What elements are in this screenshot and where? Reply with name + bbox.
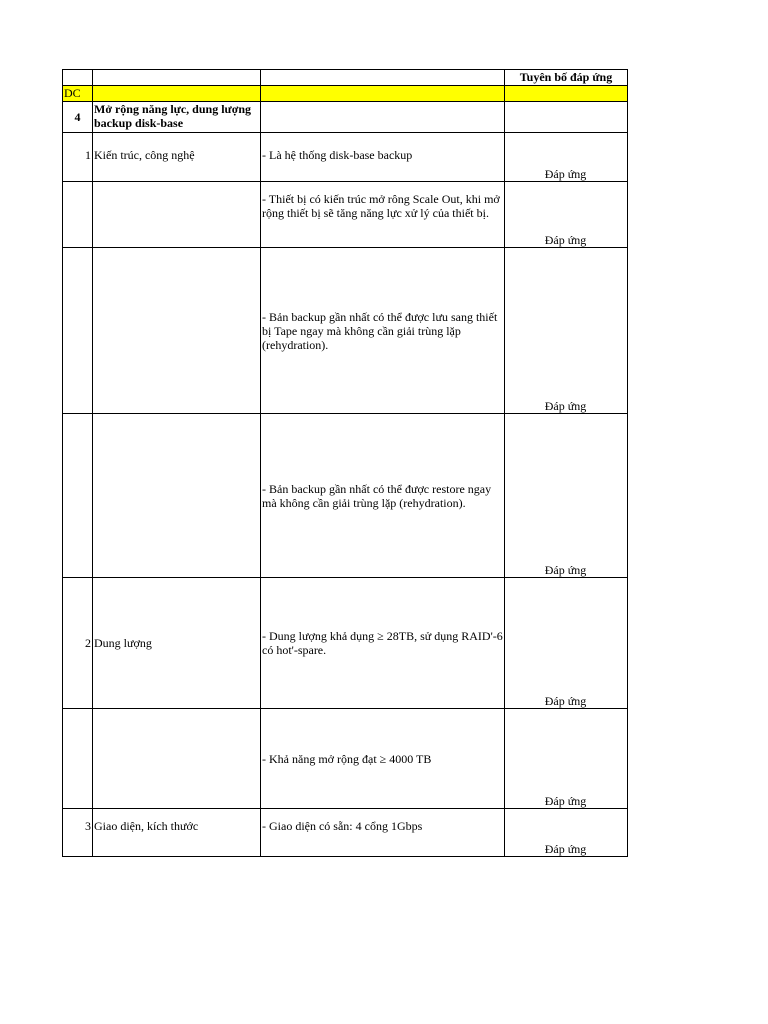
table-row — [63, 414, 628, 578]
row-category: Giao diện, kích thước — [93, 809, 261, 857]
row-number: 3 — [63, 809, 93, 857]
row-category — [93, 182, 261, 248]
row-status: Đáp ứng — [505, 414, 628, 578]
row-status: Đáp ứng — [505, 578, 628, 709]
group-number: 4 — [63, 102, 93, 133]
table-row — [63, 809, 628, 857]
row-number — [63, 248, 93, 414]
section-cell — [93, 86, 261, 102]
row-category: Kiến trúc, công nghệ — [93, 133, 261, 182]
row-category — [93, 414, 261, 578]
header-row — [63, 70, 628, 86]
section-cell — [505, 86, 628, 102]
row-number — [63, 709, 93, 809]
row-category: Dung lượng — [93, 578, 261, 709]
header-cell-requirement — [261, 70, 505, 86]
table-row — [63, 182, 628, 248]
row-number — [63, 414, 93, 578]
table-row — [63, 709, 628, 809]
row-requirement: - Bản backup gần nhất có thể được lưu sang thiết bị Tape ngay mà không cần giải trùng lặp (rehydration). — [261, 248, 505, 414]
table-row — [63, 578, 628, 709]
row-number: 1 — [63, 133, 93, 182]
section-row — [63, 86, 628, 102]
section-cell — [261, 86, 505, 102]
row-status: Đáp ứng — [505, 248, 628, 414]
row-status: Đáp ứng — [505, 133, 628, 182]
table-row — [63, 248, 628, 414]
row-number: 2 — [63, 578, 93, 709]
row-requirement: - Giao diện có sẵn: 4 cổng 1Gbps — [261, 809, 505, 857]
group-cell — [505, 102, 628, 133]
group-cell — [261, 102, 505, 133]
row-requirement: - Là hệ thống disk-base backup — [261, 133, 505, 182]
row-requirement: - Khả năng mở rộng đạt ≥ 4000 TB — [261, 709, 505, 809]
row-status: Đáp ứng — [505, 809, 628, 857]
header-cell-num — [63, 70, 93, 86]
row-status: Đáp ứng — [505, 182, 628, 248]
section-label: DC — [63, 86, 93, 102]
header-cell-category — [93, 70, 261, 86]
row-requirement: - Thiết bị có kiến trúc mở rông Scale Out, khi mở rộng thiết bị sẽ tăng năng lực xử lý của thiết bị. — [261, 182, 505, 248]
row-category — [93, 709, 261, 809]
row-number — [63, 182, 93, 248]
row-status: Đáp ứng — [505, 709, 628, 809]
group-title: Mở rộng năng lực, dung lượng backup disk-base — [93, 102, 261, 133]
header-cell-compliance: Tuyên bố đáp ứng — [505, 70, 628, 86]
table-row — [63, 133, 628, 182]
compliance-table — [62, 69, 628, 857]
row-requirement: - Dung lượng khả dụng ≥ 28TB, sử dụng RAID'-6 có hot'-spare. — [261, 578, 505, 709]
group-row — [63, 102, 628, 133]
row-requirement: - Bản backup gần nhất có thể được restore ngay mà không cần giải trùng lặp (rehydration). — [261, 414, 505, 578]
row-category — [93, 248, 261, 414]
